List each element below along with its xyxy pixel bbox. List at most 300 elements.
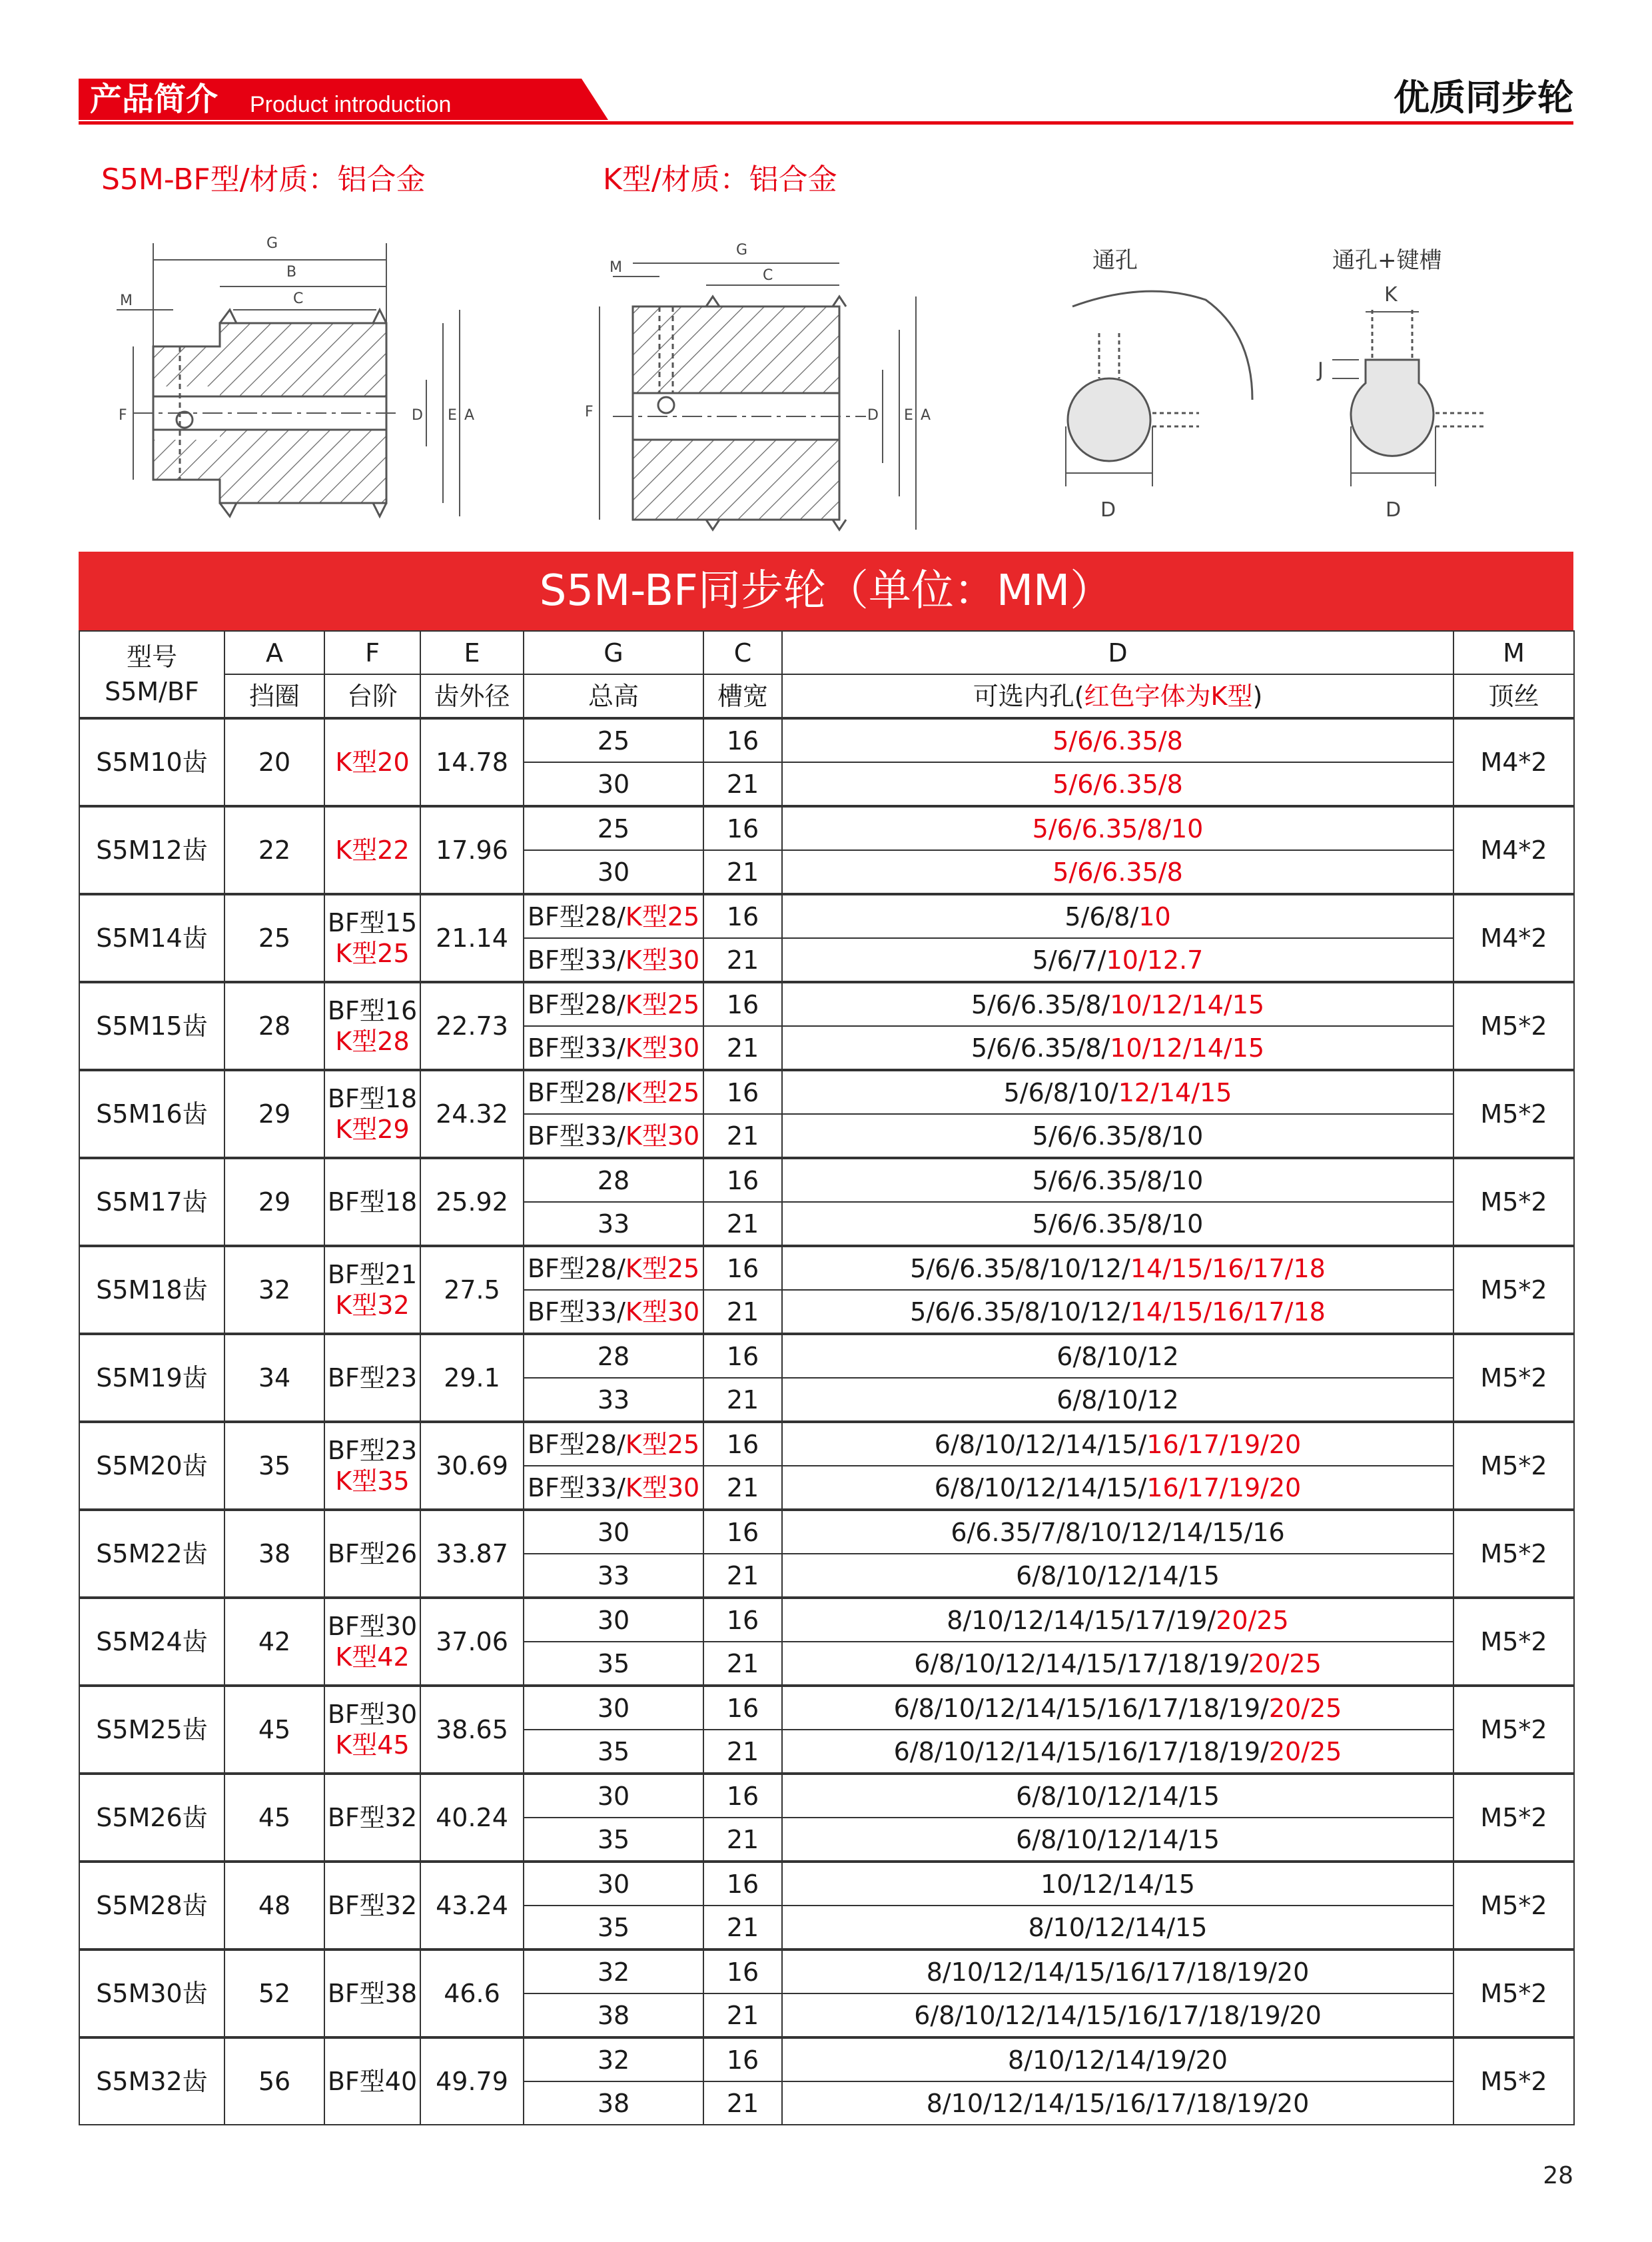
cell-g-bf: BF型28/ xyxy=(527,901,625,931)
cell-c: 16 xyxy=(703,1774,782,1818)
cell-c: 16 xyxy=(703,806,782,850)
cell-d xyxy=(782,894,1453,938)
cell-g xyxy=(524,718,703,762)
cell-d xyxy=(782,1686,1453,1730)
cell-f xyxy=(324,1686,420,1774)
cell-f-k: K型25 xyxy=(335,939,410,968)
cell-f xyxy=(324,1070,420,1158)
cell-f-bf: BF型23 xyxy=(327,1436,418,1465)
cell-d-bf: 6/8/10/12/14/15/ xyxy=(934,1429,1147,1459)
cell-d-k: 10/12/14/15 xyxy=(1110,989,1265,1019)
cell-g-bf: 35 xyxy=(597,1912,630,1942)
cell-g-bf: 38 xyxy=(597,2000,630,2030)
cell-c: 16 xyxy=(703,894,782,938)
cell-d-bf: 6/8/10/12/14/15/16/17/18/19/ xyxy=(893,1693,1269,1723)
cell-f xyxy=(324,1510,420,1598)
cell-m: M5*2 xyxy=(1453,1686,1574,1774)
table-row xyxy=(79,718,1574,762)
cell-c: 21 xyxy=(703,1290,782,1334)
cell-d-k: 10/12/14/15 xyxy=(1110,1033,1265,1063)
label-a-bf: A xyxy=(464,407,475,424)
cell-d xyxy=(782,938,1453,982)
cell-d-bf: 5/6/6.35/8/10/12/ xyxy=(910,1253,1130,1283)
cell-f-k: K型28 xyxy=(335,1027,410,1056)
cell-g xyxy=(524,1246,703,1290)
cell-f-bf: BF型18 xyxy=(327,1084,418,1113)
cell-a: 56 xyxy=(224,2037,324,2125)
section-title-en: Product introduction xyxy=(250,92,452,117)
cell-g xyxy=(524,2037,703,2081)
bf-section-drawing xyxy=(117,243,460,516)
cell-c: 21 xyxy=(703,1906,782,1950)
cell-d xyxy=(782,2081,1453,2125)
cell-g-k: K型25 xyxy=(625,989,700,1019)
cell-d xyxy=(782,1642,1453,1686)
cell-a: 29 xyxy=(224,1158,324,1246)
cell-d xyxy=(782,1906,1453,1950)
label-m-k: M xyxy=(610,259,622,276)
cell-m: M4*2 xyxy=(1453,718,1574,806)
cell-g-k: K型25 xyxy=(625,1253,700,1283)
cell-e: 17.96 xyxy=(420,806,524,894)
cell-f-k: K型45 xyxy=(335,1730,410,1760)
col-a-sub: 挡圈 xyxy=(224,674,324,718)
cell-d-bf: 8/10/12/14/15/16/17/18/19/20 xyxy=(926,2088,1310,2118)
cell-f-bf: BF型16 xyxy=(327,996,418,1025)
keyway-drawing xyxy=(1332,310,1485,486)
cell-a: 28 xyxy=(224,982,324,1070)
cell-g-bf: 35 xyxy=(597,1648,630,1678)
cell-d-bf: 5/6/7/ xyxy=(1032,945,1106,975)
cell-f xyxy=(324,718,420,806)
label-d-k: D xyxy=(867,407,879,424)
cell-e: 27.5 xyxy=(420,1246,524,1334)
cell-f-bf: BF型23 xyxy=(327,1363,418,1393)
cell-c: 21 xyxy=(703,1378,782,1422)
cell-d-bf: 5/6/6.35/8/10 xyxy=(1032,1165,1204,1195)
cell-a: 45 xyxy=(224,1774,324,1862)
table-row xyxy=(79,806,1574,850)
label-c-k: C xyxy=(763,267,773,284)
cell-g-bf: 30 xyxy=(597,857,630,887)
cell-e: 33.87 xyxy=(420,1510,524,1598)
label-d-bf: D xyxy=(412,407,423,424)
cell-model: S5M24齿 xyxy=(79,1598,224,1686)
cell-d-bf: 5/6/6.35/8/ xyxy=(971,989,1110,1019)
cell-d-bf: 5/6/8/ xyxy=(1064,901,1139,931)
cell-g xyxy=(524,1993,703,2037)
cell-g xyxy=(524,1422,703,1466)
cell-g xyxy=(524,1598,703,1642)
cell-f xyxy=(324,1422,420,1510)
cell-g-bf: 28 xyxy=(597,1165,630,1195)
cell-e: 22.73 xyxy=(420,982,524,1070)
col-g-header: G xyxy=(524,631,703,674)
cell-f-bf: BF型32 xyxy=(327,1891,418,1920)
cell-g-bf: 38 xyxy=(597,2088,630,2118)
cell-d-k: 5/6/6.35/8/10 xyxy=(1032,814,1204,843)
cell-e: 46.6 xyxy=(420,1950,524,2037)
cell-g-k: K型25 xyxy=(625,901,700,931)
cell-model: S5M25齿 xyxy=(79,1686,224,1774)
cell-f-bf: BF型38 xyxy=(327,1979,418,2008)
spec-table xyxy=(79,630,1575,2125)
cell-c: 16 xyxy=(703,1158,782,1202)
cell-model: S5M20齿 xyxy=(79,1422,224,1510)
cell-model: S5M17齿 xyxy=(79,1158,224,1246)
label-e-k: E xyxy=(904,407,913,424)
cell-m: M5*2 xyxy=(1453,2037,1574,2125)
cell-d-bf: 6/8/10/12/14/15 xyxy=(1016,1560,1220,1590)
label-through-hole: 通孔 xyxy=(1092,247,1138,274)
cell-m: M5*2 xyxy=(1453,1862,1574,1950)
cell-m: M5*2 xyxy=(1453,1422,1574,1510)
cell-e: 29.1 xyxy=(420,1334,524,1422)
cell-g-k: K型30 xyxy=(625,945,700,975)
cell-g-bf: 33 xyxy=(597,1209,630,1239)
section-title-cn: 产品简介 xyxy=(90,81,218,118)
k-section-drawing xyxy=(600,263,916,530)
label-b-bf: B xyxy=(286,264,297,280)
cell-f xyxy=(324,1950,420,2037)
cell-d-bf: 5/6/8/10/ xyxy=(1003,1077,1118,1107)
cell-d-k: 5/6/6.35/8 xyxy=(1052,857,1183,887)
cell-g-bf: BF型33/ xyxy=(527,1121,625,1151)
cell-a: 22 xyxy=(224,806,324,894)
cell-a: 52 xyxy=(224,1950,324,2037)
col-m-sub: 顶丝 xyxy=(1453,674,1574,718)
cell-d xyxy=(782,1378,1453,1422)
cell-f xyxy=(324,1774,420,1862)
table-row xyxy=(79,1686,1574,1730)
cell-g-bf: 30 xyxy=(597,1693,630,1723)
cell-d-bf: 8/10/12/14/15/16/17/18/19/20 xyxy=(926,1957,1310,1987)
cell-g-bf: 35 xyxy=(597,1736,630,1766)
col-m-header: M xyxy=(1453,631,1574,674)
cell-d xyxy=(782,1774,1453,1818)
table-row xyxy=(79,894,1574,938)
cell-d-bf: 10/12/14/15 xyxy=(1040,1869,1195,1899)
cell-g xyxy=(524,1466,703,1510)
cell-c: 21 xyxy=(703,938,782,982)
cell-d xyxy=(782,1730,1453,1774)
cell-model: S5M19齿 xyxy=(79,1334,224,1422)
page-number: 28 xyxy=(1543,2162,1573,2189)
cell-d-k: 5/6/6.35/8 xyxy=(1052,726,1183,756)
cell-d-bf: 5/6/6.35/8/ xyxy=(971,1033,1110,1063)
cell-e: 25.92 xyxy=(420,1158,524,1246)
cell-c: 21 xyxy=(703,1818,782,1862)
cell-a: 38 xyxy=(224,1510,324,1598)
cell-c: 21 xyxy=(703,1114,782,1158)
through-hole-drawing xyxy=(1066,291,1252,486)
cell-g-bf: 35 xyxy=(597,1824,630,1854)
col-g-sub: 总高 xyxy=(524,674,703,718)
cell-g xyxy=(524,1510,703,1554)
technical-diagrams xyxy=(0,200,1652,546)
cell-f-bf: BF型30 xyxy=(327,1700,418,1729)
cell-c: 16 xyxy=(703,1334,782,1378)
col-e-sub: 齿外径 xyxy=(420,674,524,718)
table-row xyxy=(79,1950,1574,1993)
col-d-header: D xyxy=(782,631,1453,674)
cell-f-bf: BF型30 xyxy=(327,1612,418,1641)
cell-e: 24.32 xyxy=(420,1070,524,1158)
material-bf: S5M-BF型/材质：铝合金 xyxy=(101,163,426,197)
cell-d-k: 20/25 xyxy=(1216,1605,1289,1635)
cell-g-bf: 33 xyxy=(597,1560,630,1590)
cell-g xyxy=(524,2081,703,2125)
cell-d xyxy=(782,1422,1453,1466)
cell-g-k: K型30 xyxy=(625,1472,700,1502)
cell-g-bf: 25 xyxy=(597,814,630,843)
cell-d-bf: 6/8/10/12/14/15/16/17/18/19/20 xyxy=(914,2000,1322,2030)
cell-m: M5*2 xyxy=(1453,1246,1574,1334)
cell-e: 40.24 xyxy=(420,1774,524,1862)
cell-d xyxy=(782,1070,1453,1114)
cell-c: 16 xyxy=(703,718,782,762)
table-title-banner: S5M-BF同步轮（单位：MM） xyxy=(79,552,1573,630)
cell-m: M5*2 xyxy=(1453,1334,1574,1422)
cell-model: S5M26齿 xyxy=(79,1774,224,1862)
cell-e: 49.79 xyxy=(420,2037,524,2125)
cell-d-k: 12/14/15 xyxy=(1118,1077,1232,1107)
cell-g xyxy=(524,1202,703,1246)
cell-g-bf: BF型28/ xyxy=(527,1253,625,1283)
cell-c: 16 xyxy=(703,1686,782,1730)
cell-d-k: 14/15/16/17/18 xyxy=(1130,1297,1326,1327)
cell-d-k: 10 xyxy=(1138,901,1171,931)
cell-g-k: K型25 xyxy=(625,1077,700,1107)
cell-g xyxy=(524,1114,703,1158)
col-a-header: A xyxy=(224,631,324,674)
cell-d-bf: 6/8/10/12/14/15 xyxy=(1016,1781,1220,1811)
cell-f-bf: BF型15 xyxy=(327,908,418,937)
cell-a: 20 xyxy=(224,718,324,806)
cell-c: 21 xyxy=(703,762,782,806)
cell-m: M5*2 xyxy=(1453,1598,1574,1686)
cell-f-bf: BF型32 xyxy=(327,1803,418,1832)
cell-d xyxy=(782,982,1453,1026)
page-title: 优质同步轮 xyxy=(1394,77,1573,119)
cell-f xyxy=(324,982,420,1070)
cell-d-bf: 6/6.35/7/8/10/12/14/15/16 xyxy=(951,1517,1285,1547)
cell-c: 21 xyxy=(703,850,782,894)
cell-d xyxy=(782,1334,1453,1378)
table-row xyxy=(79,1598,1574,1642)
label-d-key: D xyxy=(1386,498,1402,522)
cell-d-k: 20/25 xyxy=(1268,1736,1342,1766)
cell-d xyxy=(782,1510,1453,1554)
cell-model: S5M32齿 xyxy=(79,2037,224,2125)
cell-d-bf: 8/10/12/14/15 xyxy=(1028,1912,1208,1942)
col-model-header: 型号 S5M/BF xyxy=(79,631,224,718)
col-f-sub: 台阶 xyxy=(324,674,420,718)
label-g-k: G xyxy=(736,242,748,259)
cell-m: M5*2 xyxy=(1453,1774,1574,1862)
cell-g-bf: 30 xyxy=(597,1517,630,1547)
cell-f xyxy=(324,1246,420,1334)
cell-a: 42 xyxy=(224,1598,324,1686)
cell-g xyxy=(524,850,703,894)
table-row xyxy=(79,1246,1574,1290)
cell-model: S5M18齿 xyxy=(79,1246,224,1334)
cell-d-bf: 6/8/10/12/14/15/16/17/18/19/ xyxy=(893,1736,1269,1766)
header-divider xyxy=(79,121,1573,125)
cell-c: 16 xyxy=(703,1422,782,1466)
label-f-bf: F xyxy=(119,407,127,424)
cell-a: 25 xyxy=(224,894,324,982)
cell-a: 35 xyxy=(224,1422,324,1510)
cell-g-bf: 32 xyxy=(597,1957,630,1987)
cell-d-bf: 5/6/6.35/8/10/12/ xyxy=(910,1297,1130,1327)
cell-f-k: K型20 xyxy=(335,748,410,777)
cell-d-k: 10/12.7 xyxy=(1106,945,1204,975)
cell-a: 34 xyxy=(224,1334,324,1422)
label-f-k: F xyxy=(585,404,594,420)
cell-f xyxy=(324,1598,420,1686)
cell-c: 21 xyxy=(703,1730,782,1774)
cell-d-k: 16/17/19/20 xyxy=(1146,1429,1302,1459)
cell-model: S5M28齿 xyxy=(79,1862,224,1950)
cell-g xyxy=(524,1642,703,1686)
cell-f-k: K型29 xyxy=(335,1115,410,1144)
cell-d xyxy=(782,2037,1453,2081)
cell-c: 16 xyxy=(703,1598,782,1642)
cell-g xyxy=(524,1070,703,1114)
cell-d xyxy=(782,718,1453,762)
cell-model: S5M14齿 xyxy=(79,894,224,982)
cell-model: S5M22齿 xyxy=(79,1510,224,1598)
cell-g xyxy=(524,1730,703,1774)
cell-model: S5M16齿 xyxy=(79,1070,224,1158)
cell-c: 21 xyxy=(703,1554,782,1598)
cell-g-bf: BF型33/ xyxy=(527,1472,625,1502)
table-row xyxy=(79,1422,1574,1466)
cell-c: 16 xyxy=(703,982,782,1026)
cell-d xyxy=(782,1246,1453,1290)
cell-g xyxy=(524,1950,703,1993)
cell-f xyxy=(324,806,420,894)
cell-f xyxy=(324,1334,420,1422)
cell-c: 21 xyxy=(703,1026,782,1070)
cell-g-bf: BF型33/ xyxy=(527,1033,625,1063)
cell-m: M5*2 xyxy=(1453,1510,1574,1598)
cell-g-bf: BF型28/ xyxy=(527,989,625,1019)
cell-g xyxy=(524,1026,703,1070)
cell-g-k: K型30 xyxy=(625,1121,700,1151)
label-c-bf: C xyxy=(293,290,304,307)
label-m-bf: M xyxy=(120,292,133,309)
cell-f xyxy=(324,894,420,982)
cell-d-bf: 5/6/6.35/8/10 xyxy=(1032,1121,1204,1151)
cell-d xyxy=(782,1158,1453,1202)
cell-f-k: K型22 xyxy=(335,836,410,865)
cell-g xyxy=(524,762,703,806)
cell-d xyxy=(782,1202,1453,1246)
cell-e: 43.24 xyxy=(420,1862,524,1950)
cell-d-k: 16/17/19/20 xyxy=(1146,1472,1302,1502)
cell-g xyxy=(524,1334,703,1378)
cell-g-bf: 30 xyxy=(597,769,630,799)
cell-f-bf: BF型26 xyxy=(327,1539,418,1568)
table-row xyxy=(79,1774,1574,1818)
cell-g xyxy=(524,1686,703,1730)
cell-d xyxy=(782,1598,1453,1642)
cell-d xyxy=(782,1554,1453,1598)
material-k: K型/材质：铝合金 xyxy=(603,163,837,197)
cell-g xyxy=(524,938,703,982)
table-row xyxy=(79,982,1574,1026)
cell-g xyxy=(524,1554,703,1598)
label-a-k: A xyxy=(921,407,931,424)
cell-m: M4*2 xyxy=(1453,806,1574,894)
table-row xyxy=(79,1334,1574,1378)
cell-c: 16 xyxy=(703,1862,782,1906)
label-k-key: K xyxy=(1384,283,1398,306)
cell-d-bf: 6/8/10/12 xyxy=(1056,1341,1179,1371)
label-e-bf: E xyxy=(448,407,457,424)
cell-d xyxy=(782,1114,1453,1158)
cell-g-k: K型30 xyxy=(625,1033,700,1063)
cell-c: 21 xyxy=(703,1642,782,1686)
cell-f xyxy=(324,1862,420,1950)
table-header-row-2 xyxy=(79,674,1574,718)
cell-d xyxy=(782,850,1453,894)
table-row xyxy=(79,1510,1574,1554)
col-e-header: E xyxy=(420,631,524,674)
cell-d-bf: 6/8/10/12/14/15/ xyxy=(934,1472,1147,1502)
cell-g xyxy=(524,1378,703,1422)
col-f-header: F xyxy=(324,631,420,674)
cell-g-k: K型25 xyxy=(625,1429,700,1459)
cell-d-bf: 8/10/12/14/15/17/19/ xyxy=(947,1605,1216,1635)
cell-g-bf: BF型28/ xyxy=(527,1077,625,1107)
cell-d-k: 14/15/16/17/18 xyxy=(1130,1253,1326,1283)
label-d-hole: D xyxy=(1100,498,1116,522)
cell-a: 45 xyxy=(224,1686,324,1774)
cell-f-k: K型42 xyxy=(335,1642,410,1672)
cell-g xyxy=(524,1818,703,1862)
cell-e: 14.78 xyxy=(420,718,524,806)
cell-c: 21 xyxy=(703,1202,782,1246)
table-row xyxy=(79,2037,1574,2081)
cell-model: S5M12齿 xyxy=(79,806,224,894)
cell-g xyxy=(524,806,703,850)
cell-d xyxy=(782,762,1453,806)
label-g-bf: G xyxy=(266,235,278,252)
cell-c: 16 xyxy=(703,1246,782,1290)
cell-g-bf: 30 xyxy=(597,1605,630,1635)
cell-m: M4*2 xyxy=(1453,894,1574,982)
cell-d xyxy=(782,1818,1453,1862)
cell-m: M5*2 xyxy=(1453,1950,1574,2037)
cell-d xyxy=(782,1290,1453,1334)
cell-g xyxy=(524,894,703,938)
cell-c: 21 xyxy=(703,1993,782,2037)
cell-d xyxy=(782,1026,1453,1070)
cell-f-bf: BF型40 xyxy=(327,2067,418,2096)
cell-c: 16 xyxy=(703,2037,782,2081)
cell-f-bf: BF型21 xyxy=(327,1260,418,1289)
cell-m: M5*2 xyxy=(1453,1070,1574,1158)
cell-d-k: 20/25 xyxy=(1268,1693,1342,1723)
cell-d-bf: 6/8/10/12/14/15/17/18/19/ xyxy=(914,1648,1249,1678)
cell-g-bf: 33 xyxy=(597,1385,630,1414)
cell-c: 16 xyxy=(703,1950,782,1993)
cell-d-bf: 5/6/6.35/8/10 xyxy=(1032,1209,1204,1239)
cell-e: 21.14 xyxy=(420,894,524,982)
